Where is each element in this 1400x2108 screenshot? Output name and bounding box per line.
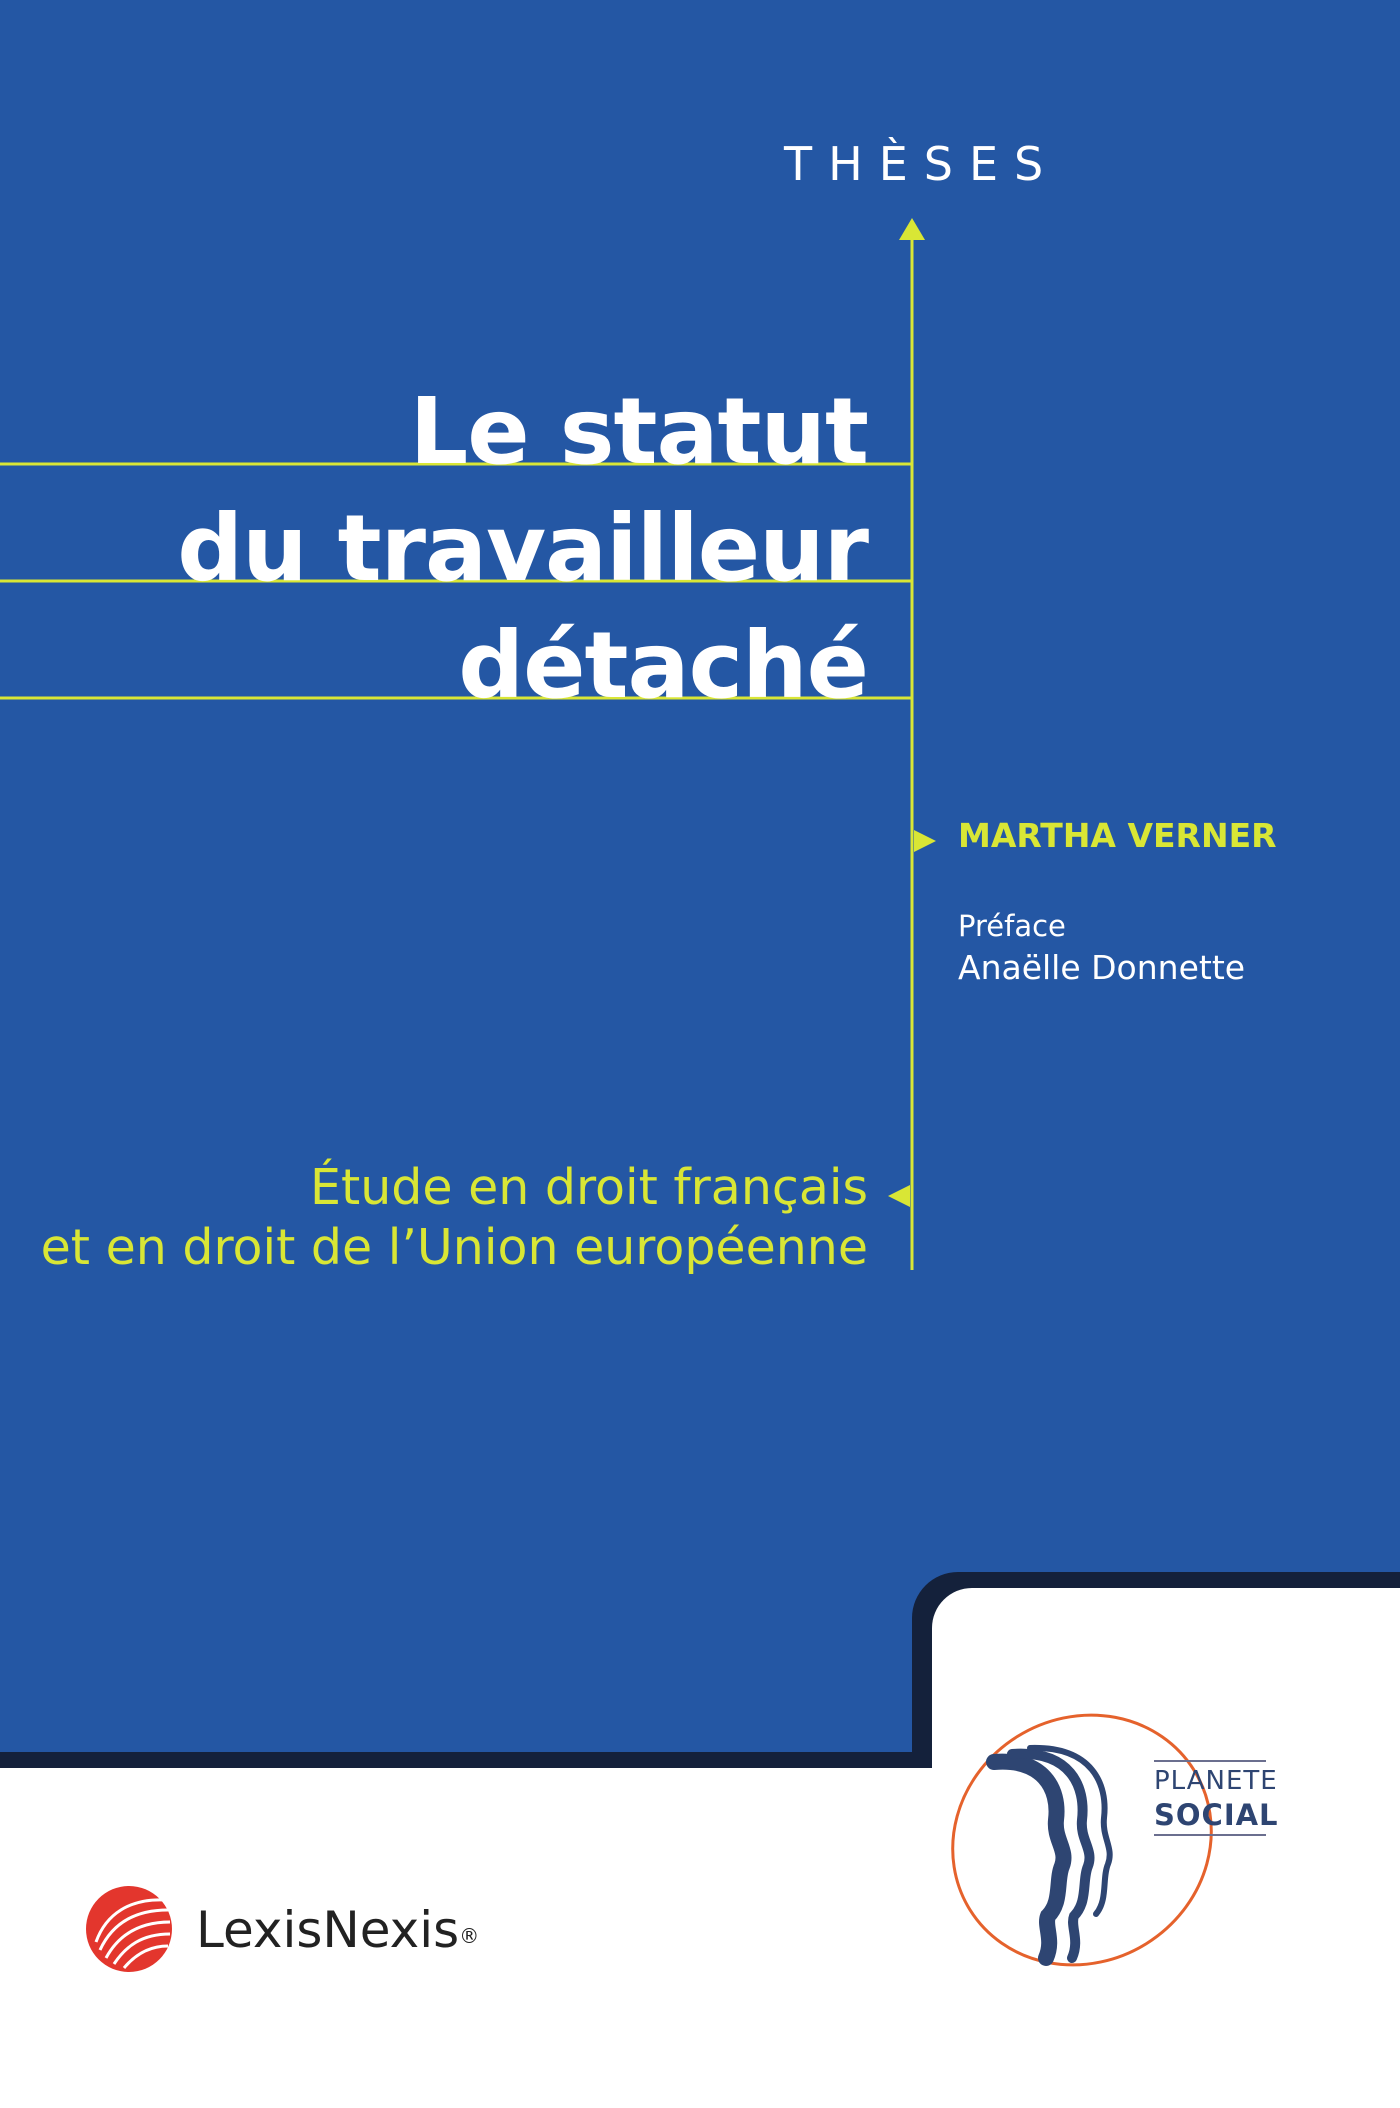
cover-bottom-band xyxy=(0,1752,916,1768)
preface-label: Préface xyxy=(958,909,1066,943)
preface-author: Anaëlle Donnette xyxy=(958,948,1246,987)
lexisnexis-logo-icon xyxy=(84,1884,174,1974)
axis-arrow-up-icon xyxy=(899,218,925,240)
book-title-line-3: détaché xyxy=(458,612,868,719)
faces-profile-emblem-icon xyxy=(950,1690,1230,1990)
publisher-name-text: LexisNexis xyxy=(196,1901,460,1959)
subtitle-line-1: Étude en droit français xyxy=(310,1159,868,1216)
subtitle-line-2: et en droit de l’Union européenne xyxy=(40,1219,868,1276)
collection-rule-bottom xyxy=(1154,1834,1266,1836)
author-arrow-right-icon xyxy=(914,830,936,852)
book-title-line-1: Le statut xyxy=(409,378,868,485)
collection-name-line-2: SOCIAL xyxy=(1154,1798,1279,1832)
author-name: MARTHA VERNER xyxy=(958,816,1277,855)
book-title-line-2: du travailleur xyxy=(177,495,868,602)
subtitle-arrow-left-icon xyxy=(888,1185,910,1207)
registered-mark: ® xyxy=(459,1924,480,1948)
series-label: THÈSES xyxy=(784,137,1060,191)
collection-rule-top xyxy=(1154,1760,1266,1762)
publisher-name xyxy=(196,1900,479,1960)
collection-name-line-1: PLANETE xyxy=(1154,1766,1278,1796)
